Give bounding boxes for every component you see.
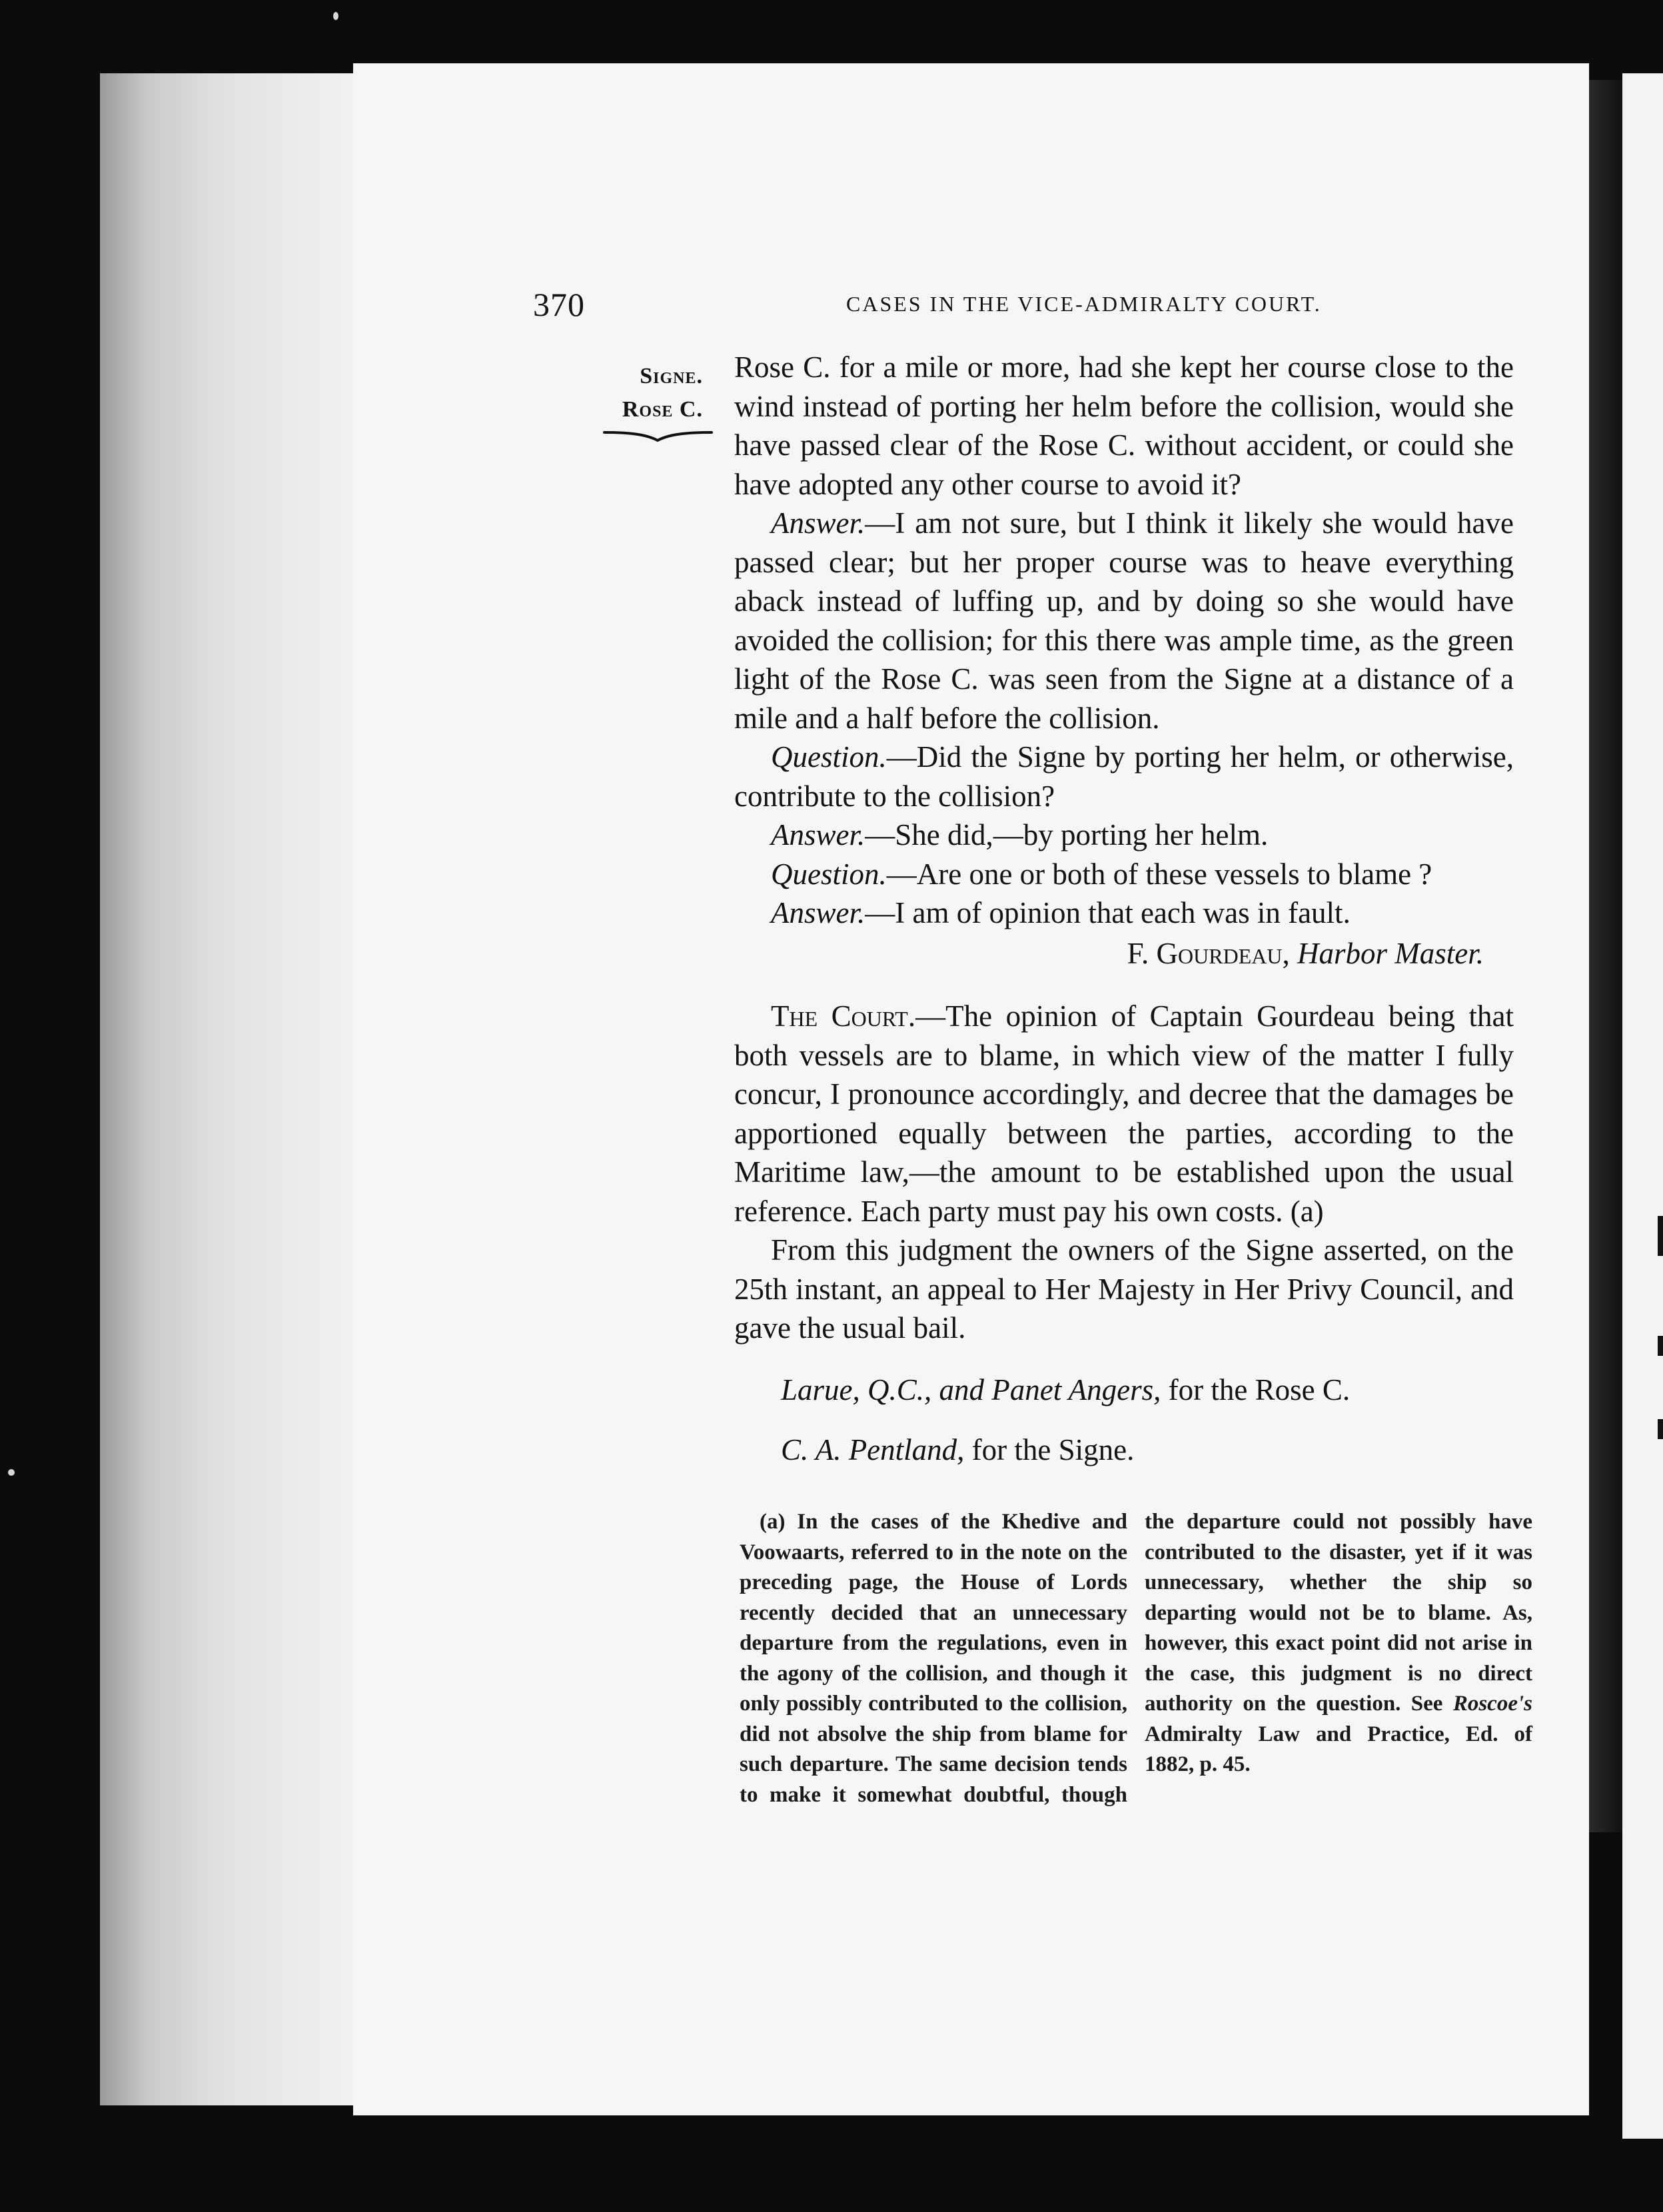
facing-page-edge	[1622, 73, 1663, 2139]
answer-paragraph	[734, 504, 1514, 738]
footnote-text	[740, 1507, 1532, 1810]
question-paragraph	[734, 738, 1514, 816]
counsel-line	[781, 1371, 1514, 1410]
answer-paragraph	[734, 816, 1514, 855]
scan-speck	[8, 1469, 15, 1476]
court-label: The Court.	[771, 999, 916, 1033]
answer-text: —She did,—by porting her helm.	[865, 818, 1269, 851]
facing-page-mark	[1658, 1216, 1663, 1256]
page-number: 370	[533, 286, 585, 323]
footnote-part: Admiralty Law and Practice, Ed. of 1882, p. 45.	[1145, 1722, 1532, 1776]
page-header	[533, 285, 1373, 325]
speaker-label: Question.	[771, 740, 887, 774]
page-edge-stack	[100, 73, 360, 2105]
question-paragraph	[734, 855, 1514, 894]
counsel-party: for the Rose C.	[1168, 1373, 1351, 1406]
answer-text: —I am of opinion that each was in fault.	[865, 896, 1351, 929]
answer-paragraph	[734, 893, 1514, 933]
signature-line	[734, 934, 1514, 973]
signature-name: F. Gourdeau,	[1127, 936, 1290, 970]
main-text	[734, 348, 1514, 1491]
book-spine	[1589, 80, 1622, 1832]
question-text: —Did the Signe by porting her helm, or otherwise, contribute to the collision?	[734, 740, 1514, 813]
court-text: —The opinion of Captain Gourdeau being that both vessels are to blame, in which view of the matter I fully concur, I pronounce accordingly, and decree that the damages be apportioned equally between the parties, according to the Maritime law,—the amount to be established upon the usual reference. Each party must pay his own costs. (a)	[734, 999, 1514, 1228]
counsel-party: for the Signe.	[971, 1433, 1135, 1466]
case-sidenote	[586, 360, 703, 442]
sidenote-line-1: Signe.	[640, 364, 703, 388]
sidenote-line-2: Rose C.	[622, 397, 703, 422]
counsel-line	[781, 1430, 1514, 1470]
facing-page-mark	[1658, 1419, 1663, 1439]
footnote-part: (a) In the cases of the Khedive and Voowaarts, referred to in the note on the preceding page, the House of Lords recently decided that an unnecessary departure from the regulations, even in the agony of the collision, and though it only possibly contributed to the collision, did not absolve the ship from blame for such departure. The same decision tends to make it somewhat doubtful, though the departure could not possibly have contributed to the disaster, yet if it was unnecessary, whether the ship so departing would not be to blame. As, however, this exact point did not arise in the case, this judgment is no direct authority on the question. See	[740, 1510, 1532, 1807]
speaker-label: Answer.	[771, 896, 865, 929]
scan-speck	[333, 12, 338, 20]
court-judgment	[734, 997, 1514, 1231]
speaker-label: Answer.	[771, 506, 865, 540]
counsel-names: C. A. Pentland,	[781, 1433, 965, 1466]
signature-title: Harbor Master.	[1297, 936, 1484, 970]
speaker-label: Answer.	[771, 818, 865, 851]
footnote	[740, 1507, 1532, 1810]
answer-text: —I am not sure, but I think it likely she would have passed clear; but her proper course was to heave everything aback instead of luffing up, and by doing so she would have avoided the collision; for this there was ample time, as the green light of the Rose C. was seen from the Signe at a distance of a mile and a half before the collision.	[734, 506, 1514, 735]
question-text: —Are one or both of these vessels to blame ?	[886, 857, 1432, 891]
brace-flourish-icon	[603, 430, 713, 442]
question-continuation: Rose C. for a mile or more, had she kept her course close to the wind instead of porting her helm before the collision, would she have passed clear of the Rose C. without accident, or could she have adopted any other course to avoid it?	[734, 350, 1514, 501]
footnote-italic: Roscoe's	[1452, 1692, 1532, 1716]
counsel-block	[734, 1371, 1514, 1470]
counsel-names: Larue, Q.C., and Panet Angers,	[781, 1373, 1161, 1406]
appeal-paragraph: From this judgment the owners of the Signe asserted, on the 25th instant, an appeal to Her Majesty in Her Privy Council, and gave the usual bail.	[734, 1233, 1514, 1345]
speaker-label: Question.	[771, 857, 887, 891]
facing-page-mark	[1658, 1336, 1663, 1356]
running-head: CASES IN THE VICE-ADMIRALTY COURT.	[846, 292, 1322, 316]
